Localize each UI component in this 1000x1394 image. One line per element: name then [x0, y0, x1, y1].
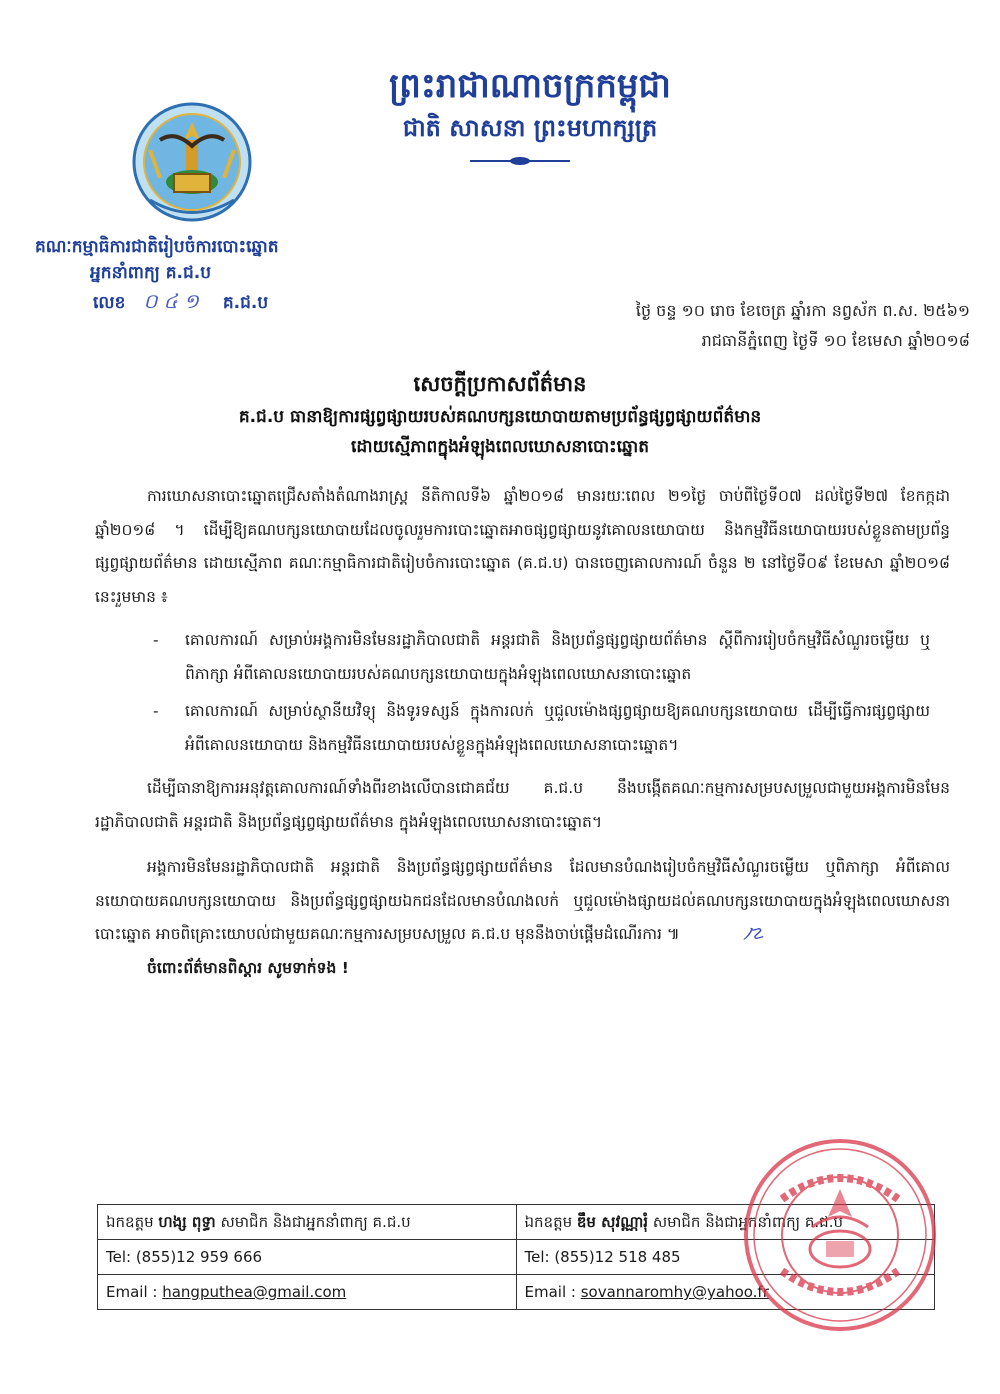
- paragraph-consultation: [95, 851, 950, 952]
- contact-email-label: Email :: [524, 1283, 581, 1301]
- announcement-title: សេចក្តីប្រកាសព័ត៌មាន: [413, 372, 587, 396]
- announcement-subtitle-line2: ដោយស្មើភាពក្នុងអំឡុងពេលឃោសនាបោះឆ្នោត: [351, 437, 649, 457]
- date-block: [510, 296, 970, 356]
- organization-block: [35, 234, 375, 318]
- principle-item: - គោលការណ៍ សម្រាប់ស្ថានីយវិទ្យុ និងទូរទស្សន៍ ក្នុងការលក់ ឬជួលម៉ោងផ្សព្វផ្សាយឱ្យគណបក្សនយោបាយ ដើម្បីធ្វើការផ្សព្វផ្សាយអំពីគោលនយោបាយ និងកម្មវិធីនយោបាយរបស់ខ្លួនក្នុងអំឡុងពេលឃោសនាបោះឆ្នោត។: [95, 695, 950, 762]
- solar-date: រាជធានីភ្នំពេញ ថ្ងៃទី ១០ ខែមេសា ឆ្នាំ២០១៨: [701, 331, 970, 350]
- contact-email-row: [98, 1274, 516, 1309]
- reference-line: [35, 286, 375, 318]
- paragraph-consultation-text: អង្គការមិនមែនរដ្ឋាភិបាលជាតិ អន្តរជាតិ និងប្រព័ន្ធផ្សព្វផ្សាយព័ត៌មាន ដែលមានបំណងរៀបចំកម្មវិធីសំណួរចម្លើយ ឬពិភាក្សា អំពីគោលនយោបាយគណបក្សនយោបាយ និងប្រព័ន្ធផ្សព្វផ្សាយឯកជនដែលមានបំណងលក់ ឬជួលម៉ោងផ្សាយដល់គណបក្សនយោបាយក្នុងអំឡុងពេលឃោសនាបោះឆ្នោត អាចពិគ្រោះយោបល់ជាមួយគណៈកម្មការសម្របសម្រួល គ.ជ.ប មុននឹងចាប់ផ្តើមដំណើរការ ៕: [95, 858, 950, 943]
- national-motto: ជាតិ សាសនា ព្រះមហាក្សត្រ: [402, 114, 658, 142]
- closing-line: ចំពោះព័ត៌មានពិស្តារ សូមទាក់ទង !: [147, 958, 349, 977]
- contact-tel: Tel: (855)12 959 666: [98, 1239, 516, 1274]
- contact-email-label: Email :: [106, 1283, 163, 1301]
- contact-name-row: [98, 1205, 516, 1239]
- reference-suffix: គ.ជ.ប: [222, 293, 269, 313]
- nec-logo-icon: [130, 100, 254, 230]
- contact-role: សមាជិក និងជាអ្នកនាំពាក្យ គ.ជ.ប: [220, 1213, 411, 1231]
- organization-name: គណៈកម្មាធិការជាតិរៀបចំការបោះឆ្នោត: [35, 237, 279, 257]
- handwritten-initials: ﾉ☡: [743, 925, 765, 943]
- paragraph-implementation: ដើម្បីធានាឱ្យការអនុវត្តគោលការណ៍ទាំងពីរខាងលើបានជោគជ័យ គ.ជ.ប នឹងបង្កើតគណៈកម្មការសម្របសម្រួលជាមួយអង្គការមិនមែនរដ្ឋាភិបាលជាតិ អន្តរជាតិ និងប្រព័ន្ធផ្សព្វផ្សាយព័ត៌មាន ក្នុងអំឡុងពេលឃោសនាបោះឆ្នោត។: [95, 779, 950, 831]
- reference-number: ០៤១: [143, 289, 205, 313]
- contact-name: ឌឹម សុវណ្ណារុំ: [576, 1213, 649, 1231]
- principle-item: - គោលការណ៍ សម្រាប់អង្គការមិនមែនរដ្ឋាភិបាលជាតិ អន្តរជាតិ និងប្រព័ន្ធផ្សព្វផ្សាយព័ត៌មាន ស្តីពីការរៀបចំកម្មវិធីសំណួរចម្លើយ ឬពិភាក្សា អំពីគោលនយោបាយរបស់គណបក្សនយោបាយក្នុងអំឡុងពេលឃោសនាបោះឆ្នោត: [95, 624, 950, 691]
- contact-email-link[interactable]: sovannaromhy@yahoo.fr: [580, 1283, 769, 1301]
- announcement-subtitle-line1: គ.ជ.ប ធានាឱ្យការផ្សព្វផ្សាយរបស់គណបក្សនយោបាយតាមប្រព័ន្ធផ្សព្វផ្សាយព័ត៌មាន: [238, 407, 762, 427]
- contact-title: ឯកឧត្តម: [106, 1213, 154, 1231]
- principles-list: [95, 624, 950, 762]
- announcement-title-block: [120, 366, 880, 462]
- header-divider: [470, 160, 570, 162]
- contact-column-1: [98, 1205, 516, 1309]
- contact-name: ហង្ស ពុទ្ធា: [158, 1213, 216, 1231]
- contact-email-link[interactable]: hangputhea@gmail.com: [162, 1283, 347, 1301]
- kingdom-header: [330, 62, 730, 146]
- kingdom-title: ព្រះរាជាណាចក្រកម្ពុជា: [389, 66, 671, 106]
- contact-role: សមាជិក និងជាអ្នកនាំពាក្យ គ.ជ.ប: [652, 1213, 843, 1231]
- official-seal-stamp-icon: [742, 1137, 938, 1333]
- paragraph-intro: ការឃោសនាបោះឆ្នោតជ្រើសតាំងតំណាងរាស្ត្រ នីតិកាលទី៦ ឆ្នាំ២០១៨ មានរយៈពេល ២១ថ្ងៃ ចាប់ពីថ្ងៃទី០៧ ដល់ថ្ងៃទី២៧ ខែកក្កដា ឆ្នាំ២០១៨ ។ ដើម្បីឱ្យគណបក្សនយោបាយដែលចូលរួមការបោះឆ្នោតអាចផ្សព្វផ្សាយនូវគោលនយោបាយ និងកម្មវិធីនយោបាយរបស់ខ្លួនតាមប្រព័ន្ធផ្សព្វផ្សាយព័ត៌មាន ដោយស្មើភាព គណៈកម្មាធិការជាតិរៀបចំការបោះឆ្នោត (គ.ជ.ប) បានចេញគោលការណ៍ ចំនួន ២ នៅថ្ងៃទី០៩ ខែមេសា ឆ្នាំ២០១៨ នេះរួមមាន ៖: [95, 487, 950, 606]
- contact-title: ឯកឧត្តម: [524, 1213, 573, 1231]
- lunar-date: ថ្ងៃ ចន្ទ ១០ រោច ខែចេត្រ ឆ្នាំរកា នព្វស័ក ព.ស. ២៥៦១: [635, 301, 970, 320]
- reference-label: លេខ: [93, 293, 126, 313]
- spokesperson-label: អ្នកនាំពាក្យ គ.ជ.ប: [90, 263, 212, 283]
- announcement-body: [95, 480, 950, 985]
- contact-tel: Tel: (855)12 518 485: [517, 1239, 935, 1274]
